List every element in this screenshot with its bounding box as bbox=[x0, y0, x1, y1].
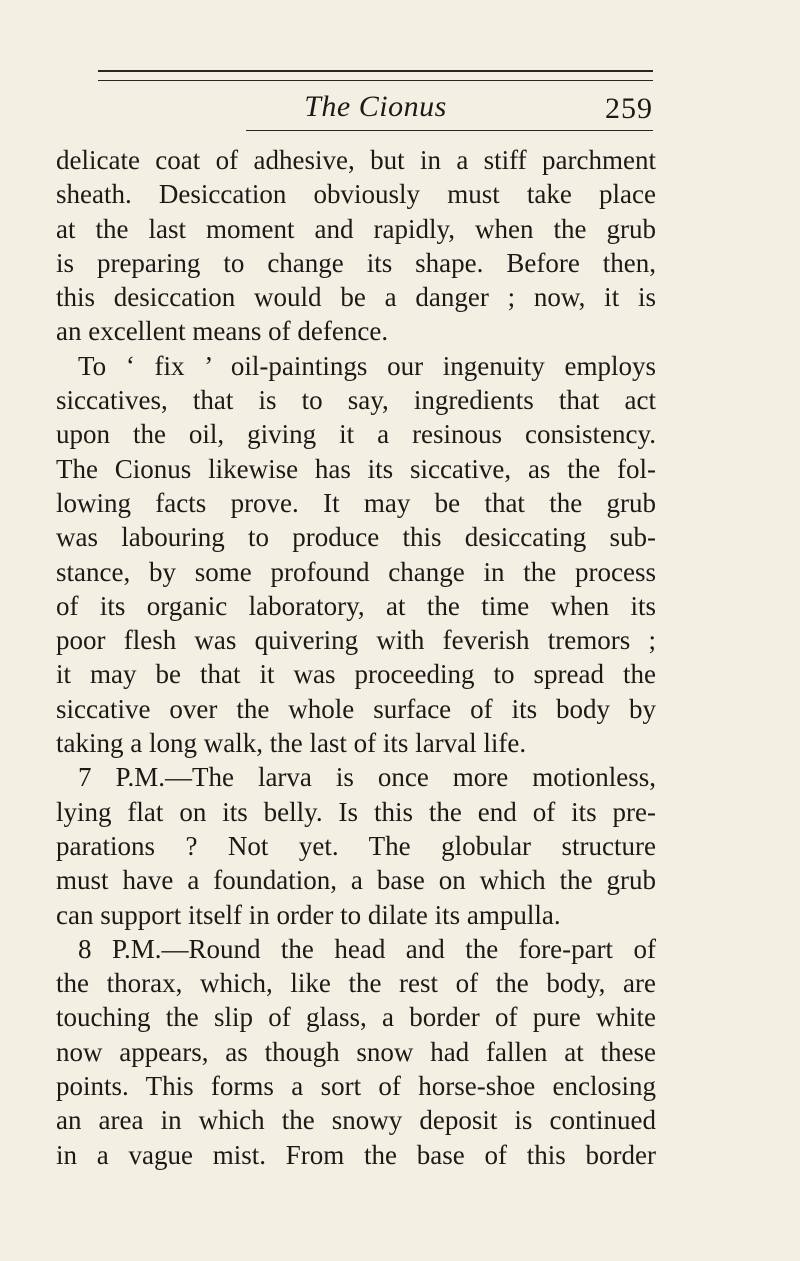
text-line: the thorax, which, like the rest of the body, are bbox=[56, 968, 656, 999]
text-line: in a vague mist. From the base of this border bbox=[56, 1139, 656, 1170]
text-line: poor flesh was quivering with feverish tremors ; bbox=[56, 625, 656, 656]
running-title: The Cionus bbox=[304, 90, 447, 123]
text-line: siccatives, that is to say, ingredients that act bbox=[56, 385, 656, 416]
header-rule bbox=[246, 130, 653, 131]
text-line: siccative over the whole surface of its body by bbox=[56, 693, 656, 724]
text-line: points. This forms a sort of horse-shoe enclosing bbox=[56, 1071, 656, 1102]
text-line: must have a foundation, a base on which the grub bbox=[56, 865, 656, 896]
text-line: now appears, as though snow had fallen at these bbox=[56, 1036, 656, 1067]
paragraph-start: 7 P.M.—The larva is once more motionless, bbox=[78, 762, 656, 793]
text-line: an area in which the snowy deposit is continued bbox=[56, 1105, 656, 1136]
text-line: upon the oil, giving it a resinous consistency. bbox=[56, 419, 656, 450]
text-line: sheath. Desiccation obviously must take place bbox=[56, 179, 656, 210]
page-number: 259 bbox=[605, 92, 653, 125]
top-rule-thin bbox=[98, 80, 653, 81]
paragraph-start: To ‘ fix ’ oil-paintings our ingenuity employs bbox=[78, 350, 656, 381]
paragraph-start: 8 P.M.—Round the head and the fore-part of bbox=[78, 933, 656, 964]
text-line: delicate coat of adhesive, but in a stiff parchment bbox=[56, 145, 656, 175]
text-line: at the last moment and rapidly, when the grub bbox=[56, 213, 656, 244]
text-line: The Cionus likewise has its siccative, as the fol- bbox=[56, 453, 656, 484]
top-rule bbox=[98, 70, 653, 72]
text-line: lying flat on its belly. Is this the end of its pre- bbox=[56, 796, 656, 827]
text-line: taking a long walk, the last of its larval life. bbox=[56, 728, 527, 759]
running-head bbox=[98, 86, 653, 130]
text-line: it may be that it was proceeding to spread the bbox=[56, 659, 656, 690]
text-line: stance, by some profound change in the process bbox=[56, 556, 656, 587]
text-line: an excellent means of defence. bbox=[56, 316, 389, 347]
text-line: parations ? Not yet. The globular structure bbox=[56, 830, 656, 861]
text-line: lowing facts prove. It may be that the grub bbox=[56, 487, 656, 518]
body-text bbox=[56, 143, 656, 1172]
text-line: touching the slip of glass, a border of pure white bbox=[56, 1002, 656, 1033]
text-line: can support itself in order to dilate its ampulla. bbox=[56, 899, 561, 930]
text-line: was labouring to produce this desiccating sub- bbox=[56, 522, 656, 553]
text-line: is preparing to change its shape. Before then, bbox=[56, 247, 656, 278]
text-line: of its organic laboratory, at the time when its bbox=[56, 590, 656, 621]
text-line: this desiccation would be a danger ; now, it is bbox=[56, 282, 656, 313]
